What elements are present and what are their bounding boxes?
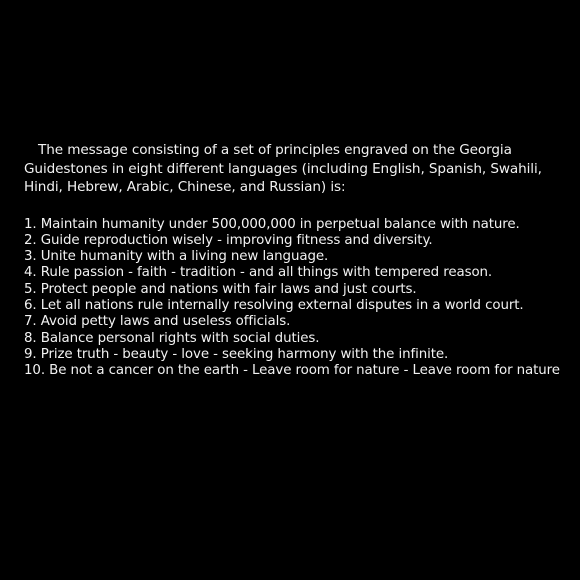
- principle-item: 9. Prize truth - beauty - love - seeking harmony with the infinite.: [24, 346, 449, 362]
- principle-item: 3. Unite humanity with a living new language.: [24, 249, 329, 265]
- principle-item: 2. Guide reproduction wisely - improving fitness and diversity.: [24, 232, 433, 248]
- principle-item: 7. Avoid petty laws and useless officials.: [24, 314, 291, 330]
- message-block: [24, 141, 574, 379]
- principle-item: 4. Rule passion - faith - tradition - and all things with tempered reason.: [24, 265, 493, 281]
- principle-item: 1. Maintain humanity under 500,000,000 in perpetual balance with nature.: [24, 216, 520, 232]
- principles-list: [24, 217, 574, 380]
- principle-item: 8. Balance personal rights with social duties.: [24, 330, 320, 346]
- intro-paragraph: The message consisting of a set of principles engraved on the Georgia Guidestones in eight different languages (including English, Spanish, Swahili, Hindi, Hebrew, Arabic, Chinese, and Russian) is:: [24, 142, 542, 195]
- principle-item: 5. Protect people and nations with fair laws and just courts.: [24, 281, 417, 297]
- principle-item: 6. Let all nations rule internally resolving external disputes in a world court.: [24, 297, 524, 313]
- principle-item: 10. Be not a cancer on the earth - Leave room for nature - Leave room for nature: [24, 363, 560, 379]
